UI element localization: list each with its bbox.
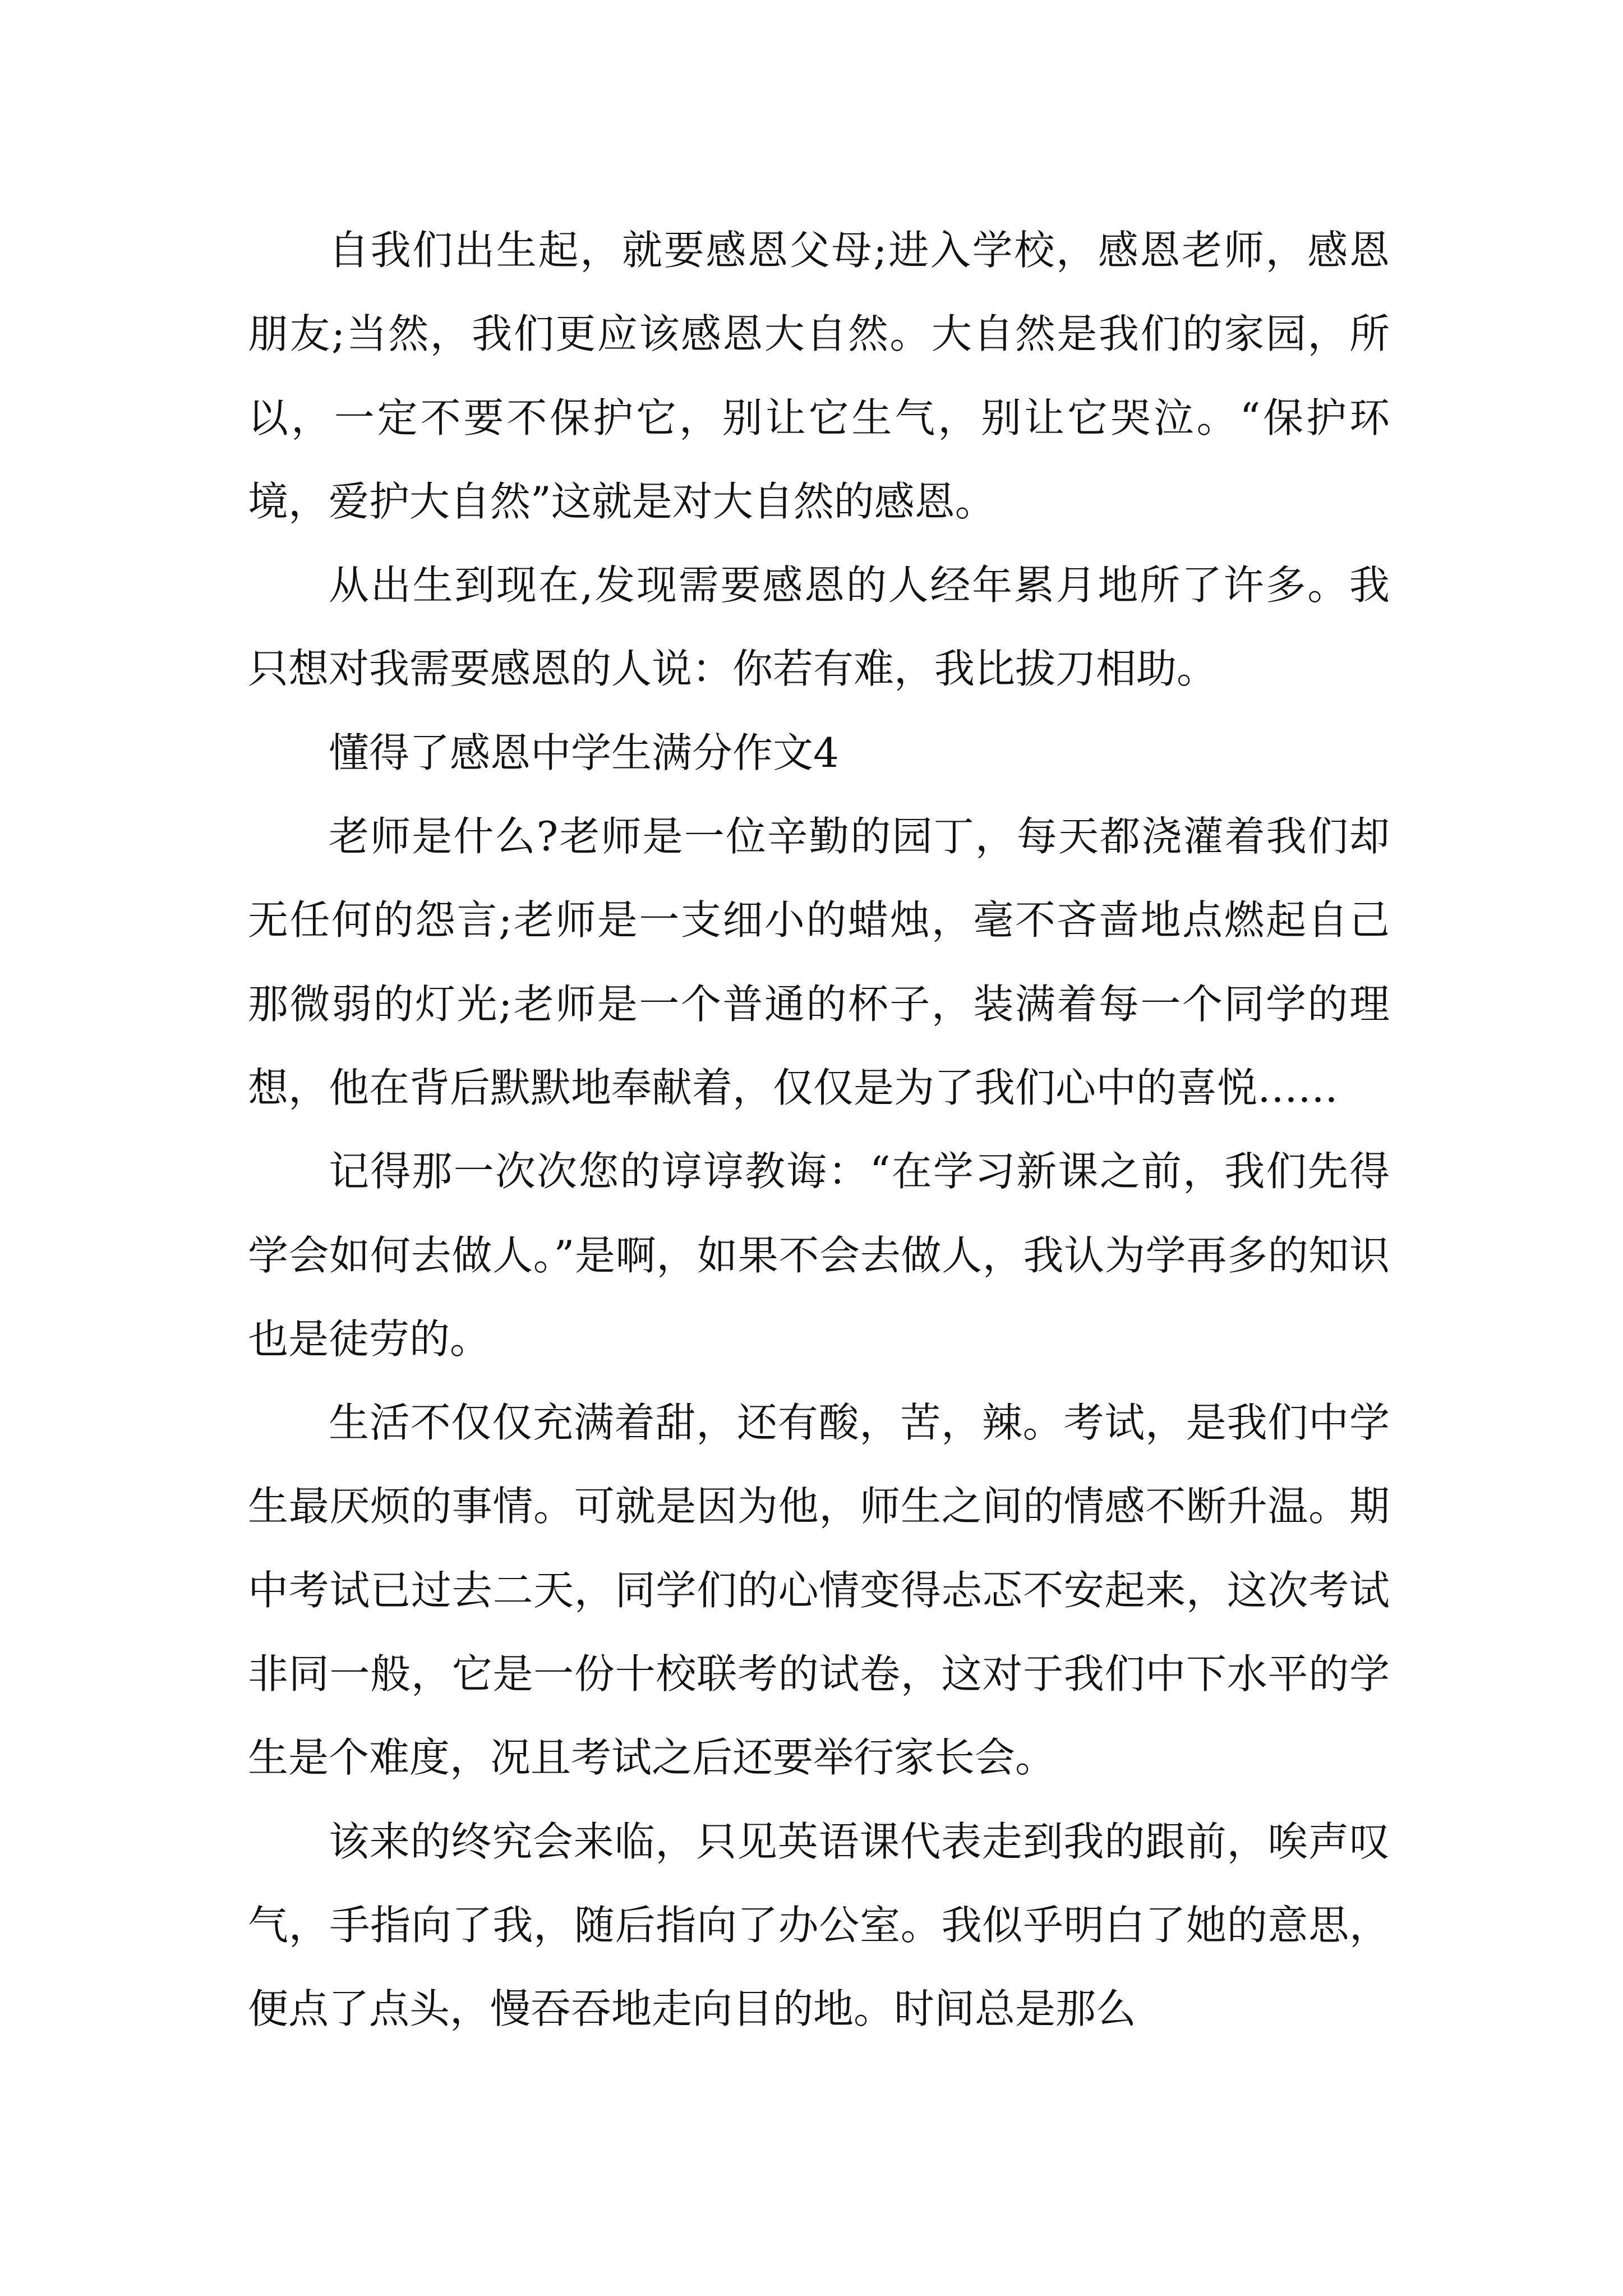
paragraph-teacher-teaching: 记得那一次次您的谆谆教诲：“在学习新课之前，我们先得学会如何去做人。”是啊，如果不会去做人，我认为学再多的知识也是徒劳的。	[248, 1148, 1390, 1363]
paragraph-exam: 生活不仅仅充满着甜，还有酸，苦，辣。考试，是我们中学生最厌烦的事情。可就是因为他，师生之间的情感不断升温。期中考试已过去二天，同学们的心情变得忐忑不安起来，这次考试非同一般，它是一份十校联考的试卷，这对于我们中下水平的学生是个难度，况且考试之后还要举行家长会。	[248, 1399, 1390, 1782]
essay-heading: 懂得了感恩中学生满分作文4	[329, 729, 839, 776]
paragraph-office: 该来的终究会来临，只见英语课代表走到我的跟前，唉声叹气，手指向了我，随后指向了办公室。我似乎明白了她的意思，便点了点头，慢吞吞地走向目的地。时间总是那么	[248, 1818, 1390, 2033]
body-text	[248, 209, 1390, 2051]
paragraph-gratitude-nature: 自我们出生起，就要感恩父母;进入学校，感恩老师，感恩朋友;当然，我们更应该感恩大自然。大自然是我们的家园，所以，一定不要不保护它，别让它生气，别让它哭泣。“保护环境，爱护大自然”这就是对大自然的感恩。	[248, 227, 1390, 525]
paragraph-teacher-metaphors: 老师是什么?老师是一位辛勤的园丁，每天都浇灌着我们却无任何的怨言;老师是一支细小的蜡烛，毫不吝啬地点燃起自己那微弱的灯光;老师是一个普通的杯子，装满着每一个同学的理想，他在背后默默地奉献着，仅仅是为了我们心中的喜悦……	[248, 813, 1390, 1111]
paragraph-gratitude-people: 从出生到现在,发现需要感恩的人经年累月地所了许多。我只想对我需要感恩的人说：你若有难，我比拔刀相助。	[248, 562, 1390, 693]
